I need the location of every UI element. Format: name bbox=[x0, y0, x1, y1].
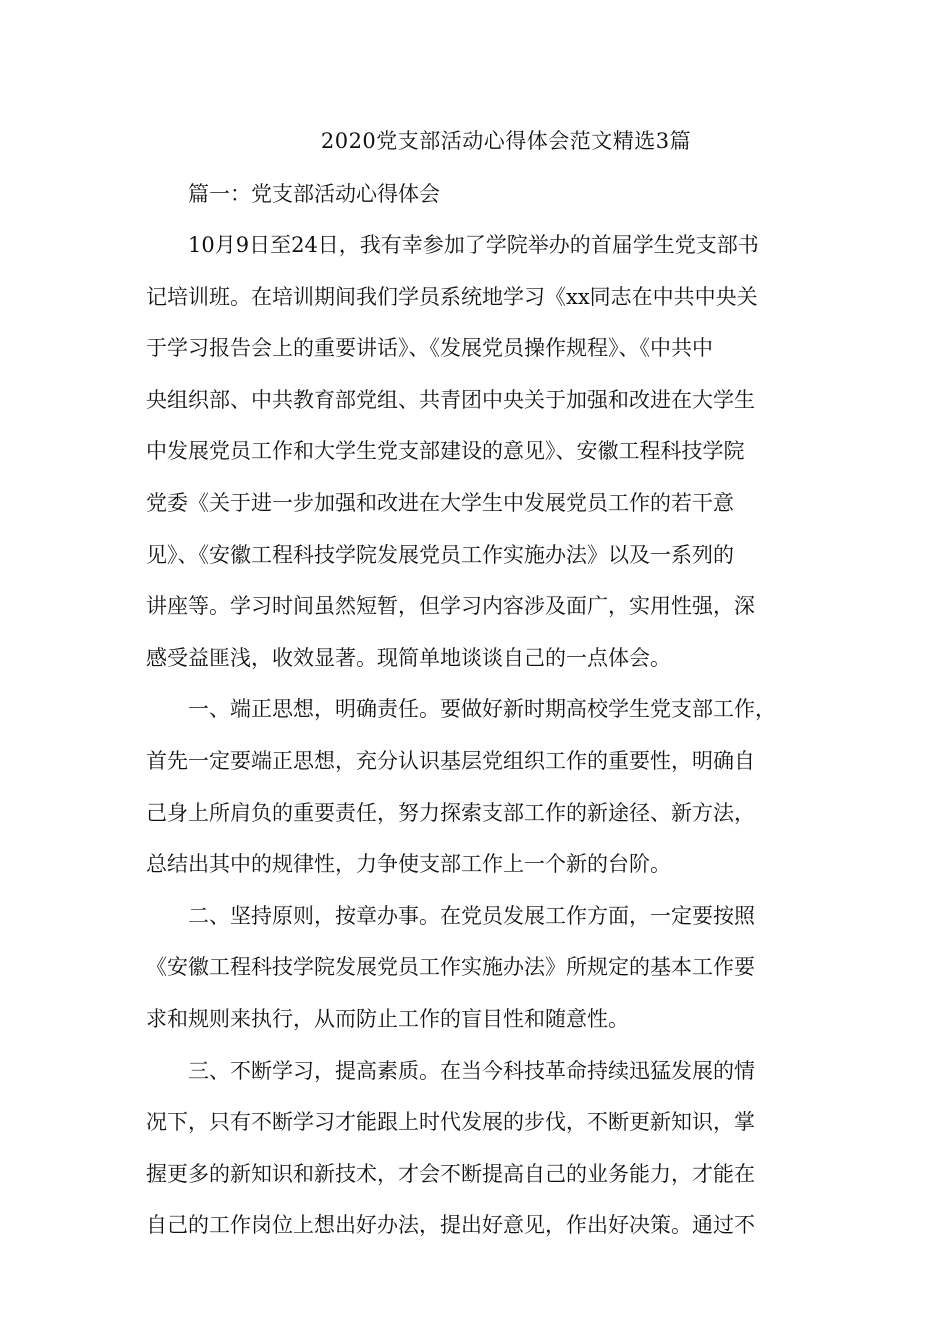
paragraph-line: 求和规则来执行，从而防止工作的盲目性和随意性。 bbox=[146, 1006, 629, 1031]
paragraph-line: 三、不断学习，提高素质。在当今科技革命持续迅猛发展的情 bbox=[188, 1058, 755, 1083]
paragraph bbox=[146, 1046, 826, 1252]
paragraph-line: 况下，只有不断学习才能跟上时代发展的步伐，不断更新知识，掌 bbox=[146, 1110, 755, 1135]
paragraph-line: 央组织部、中共教育部党组、共青团中央关于加强和改进在大学生 bbox=[146, 387, 755, 412]
paragraph-line: 于学习报告会上的重要讲话》、《发展党员操作规程》、《中共中 bbox=[146, 336, 713, 361]
paragraph-line: 握更多的新知识和新技术，才会不断提高自己的业务能力，才能在 bbox=[146, 1161, 755, 1186]
paragraph-line: 10月9日至24日，我有幸参加了学院举办的首届学生党支部书 bbox=[188, 233, 759, 257]
document-title: 2020党支部活动心得体会范文精选3篇 bbox=[320, 129, 692, 153]
paragraph-line: 首先一定要端正思想，充分认识基层党组织工作的重要性，明确自 bbox=[146, 748, 755, 773]
paragraph-line: 自己的工作岗位上想出好办法，提出好意见，作出好决策。通过不 bbox=[146, 1213, 755, 1238]
paragraph-line: 总结出其中的规律性，力争使支部工作上一个新的台阶。 bbox=[146, 852, 671, 877]
paragraph-list bbox=[146, 220, 826, 1252]
section-heading: 篇一：党支部活动心得体会 bbox=[188, 182, 440, 206]
paragraph-line: 记培训班。在培训期间我们学员系统地学习《xx同志在中共中央关 bbox=[146, 284, 758, 309]
paragraph-line: 一、端正思想，明确责任。要做好新时期高校学生党支部工作， bbox=[188, 697, 776, 722]
paragraph bbox=[146, 684, 826, 890]
paragraph-line: 己身上所肩负的重要责任，努力探索支部工作的新途径、新方法， bbox=[146, 800, 755, 825]
paragraph bbox=[146, 220, 826, 684]
paragraph-line: 中发展党员工作和大学生党支部建设的意见》、安徽工程科技学院 bbox=[146, 439, 745, 464]
document-body bbox=[146, 120, 826, 1252]
paragraph bbox=[146, 891, 826, 1046]
paragraph-line: 二、坚持原则，按章办事。在党员发展工作方面，一定要按照 bbox=[188, 903, 755, 928]
paragraph-line: 党委《关于进一步加强和改进在大学生中发展党员工作的若干意 bbox=[146, 490, 734, 515]
paragraph-line: 见》、《安徽工程科技学院发展党员工作实施办法》以及一系列的 bbox=[146, 542, 734, 567]
paragraph-line: 感受益匪浅，收效显著。现简单地谈谈自己的一点体会。 bbox=[146, 645, 671, 670]
paragraph-line: 《安徽工程科技学院发展党员工作实施办法》所规定的基本工作要 bbox=[146, 955, 755, 980]
paragraph-line: 讲座等。学习时间虽然短暂，但学习内容涉及面广，实用性强，深 bbox=[146, 594, 755, 619]
